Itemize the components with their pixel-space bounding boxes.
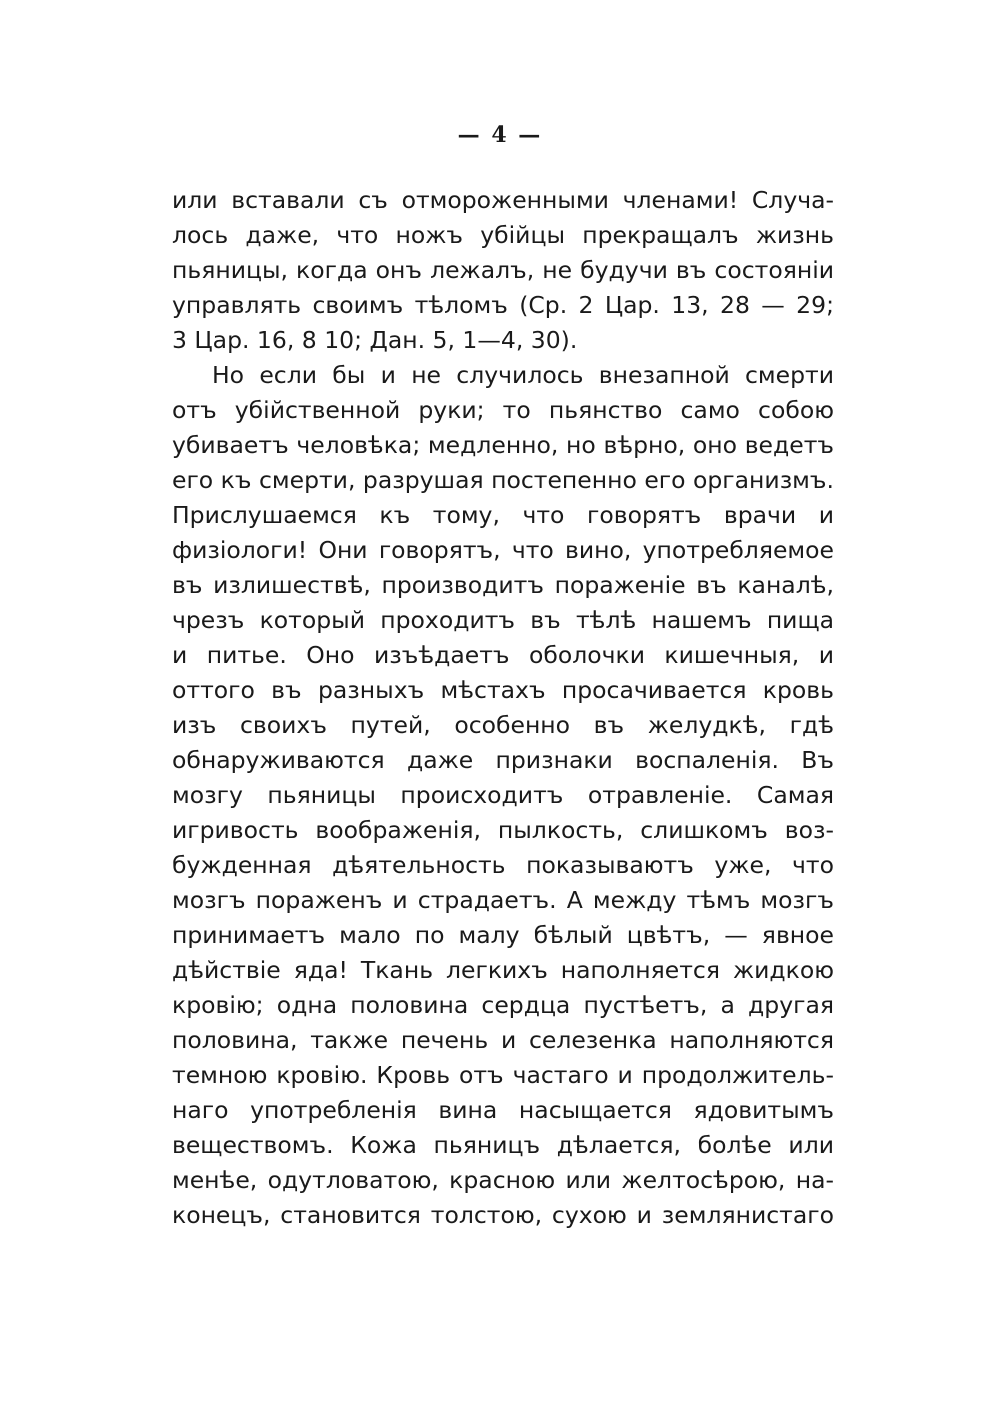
- text-line: конецъ, становится толстою, сухою и землянистаго: [172, 1201, 834, 1229]
- text-line: 3 Цар. 16, 8 10; Дан. 5, 1—4, 30).: [172, 326, 578, 354]
- text-line: изъ своихъ путей, особенно въ желудкѣ, гдѣ: [172, 711, 834, 739]
- text-line: половина, также печень и селезенка наполняются: [172, 1026, 834, 1054]
- text-line: чрезъ который проходитъ въ тѣлѣ нашемъ пища: [172, 606, 834, 634]
- text-line: игривость воображенія, пылкость, слишкомъ воз-: [172, 816, 834, 844]
- text-line: пьяницы, когда онъ лежалъ, не будучи въ состояніи: [172, 256, 834, 284]
- text-line: бужденная дѣятельность показываютъ уже, что: [172, 851, 834, 879]
- paragraph: [172, 358, 834, 1233]
- text-line: Прислушаемся къ тому, что говорятъ врачи и: [172, 501, 834, 529]
- text-line: мозгъ пораженъ и страдаетъ. А между тѣмъ мозгъ: [172, 886, 834, 914]
- text-line: физіологи! Они говорятъ, что вино, употребляемое: [172, 536, 834, 564]
- text-line: управлять своимъ тѣломъ (Ср. 2 Цар. 13, 28 — 29;: [172, 291, 834, 319]
- text-line: менѣе, одутловатою, красною или желтосѣрою, на-: [172, 1166, 834, 1194]
- text-line: веществомъ. Кожа пьяницъ дѣлается, болѣе или: [172, 1131, 834, 1159]
- text-line: принимаетъ мало по малу бѣлый цвѣтъ, — явное: [172, 921, 834, 949]
- paragraph: [172, 183, 834, 358]
- text-line: отъ убійственной руки; то пьянство само собою: [172, 396, 834, 424]
- text-line: убиваетъ человѣка; медленно, но вѣрно, оно ведетъ: [172, 431, 834, 459]
- text-line: въ излишествѣ, производитъ пораженіе въ каналѣ,: [172, 571, 834, 599]
- text-line: дѣйствіе яда! Ткань легкихъ наполняется жидкою: [172, 956, 834, 984]
- page-number: — 4 —: [457, 122, 543, 148]
- text-line: кровію; одна половина сердца пустѣетъ, а другая: [172, 991, 834, 1019]
- text-line: и питье. Оно изъѣдаетъ оболочки кишечныя, и: [172, 641, 834, 669]
- text-line: наго употребленія вина насыщается ядовитымъ: [172, 1096, 834, 1124]
- text-line: или вставали съ отмороженными членами! Случа-: [172, 186, 834, 214]
- text-line: Но если бы и не случилось внезапной смерти: [212, 361, 834, 389]
- text-line: лось даже, что ножъ убійцы прекращалъ жизнь: [172, 221, 834, 249]
- text-line: оттого въ разныхъ мѣстахъ просачивается кровь: [172, 676, 834, 704]
- text-line: мозгу пьяницы происходитъ отравленіе. Самая: [172, 781, 834, 809]
- text-line: темною кровію. Кровь отъ частаго и продолжитель-: [172, 1061, 834, 1089]
- text-line: обнаруживаются даже признаки воспаленія. Въ: [172, 746, 834, 774]
- text-line: его къ смерти, разрушая постепенно его организмъ.: [172, 466, 834, 494]
- body-text: [172, 183, 834, 1233]
